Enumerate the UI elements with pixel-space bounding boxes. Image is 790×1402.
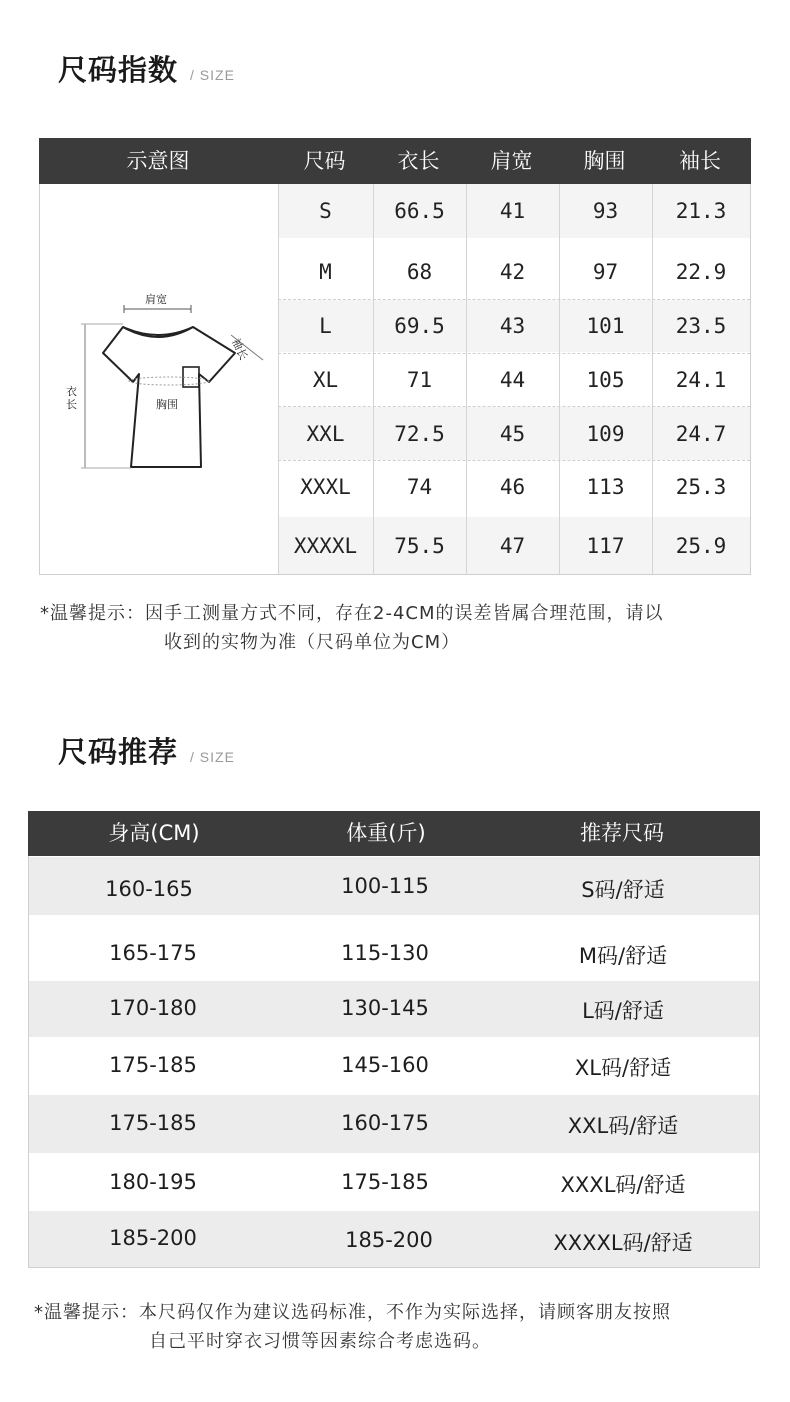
diagram-label-sleeve: 袖长	[229, 336, 251, 362]
header-recommend: 推荐尺码	[580, 821, 664, 845]
grid-line	[652, 184, 653, 574]
recommend-cell: XL码/舒适	[574, 1056, 672, 1080]
header-size: 尺码	[303, 149, 346, 173]
table-row	[29, 857, 759, 915]
length-cell: 66.5	[394, 199, 445, 223]
grid-line	[373, 184, 374, 574]
sleeve-cell: 24.7	[675, 421, 727, 446]
diagram-label-shoulder: 肩宽	[145, 293, 167, 306]
grid-line	[278, 406, 750, 407]
recommend-note	[34, 1298, 671, 1356]
size-title: 尺码指数	[58, 53, 179, 87]
recommend-cell: M码/舒适	[578, 944, 668, 968]
table-row	[29, 915, 759, 981]
size-subtitle: / SIZE	[190, 67, 235, 83]
table-row	[29, 1211, 759, 1267]
size-note-line2: 收到的实物为准（尺码单位为CM）	[164, 632, 461, 653]
sleeve-cell: 21.3	[675, 199, 727, 223]
sleeve-cell: 22.9	[675, 260, 727, 284]
size-note-line1: *温馨提示：因手工测量方式不同，存在2-4CM的误差皆属合理范围，请以	[40, 603, 664, 624]
size-note	[40, 599, 664, 657]
weight-cell: 130-145	[341, 996, 429, 1020]
length-cell: 74	[406, 475, 433, 499]
diagram-label-length: 衣长	[66, 385, 77, 411]
length-cell: 69.5	[394, 314, 445, 338]
grid-line	[278, 460, 750, 461]
recommend-table-header	[28, 811, 760, 856]
size-row-l	[278, 300, 750, 352]
shoulder-cell: 44	[499, 368, 526, 392]
weight-cell: 185-200	[345, 1228, 433, 1252]
sleeve-cell: 23.5	[675, 314, 727, 338]
recommend-title: 尺码推荐	[58, 735, 179, 769]
size-cell: XXXL	[300, 475, 351, 499]
sleeve-cell: 24.1	[675, 368, 727, 392]
length-cell: 68	[406, 260, 433, 284]
sleeve-cell: 25.3	[675, 475, 727, 499]
chest-cell: 113	[586, 475, 625, 499]
shoulder-cell: 47	[499, 533, 526, 558]
size-cell: XL	[312, 368, 339, 392]
tshirt-outline-icon	[41, 185, 278, 574]
size-row-xl	[278, 354, 750, 406]
weight-cell: 100-115	[341, 874, 429, 898]
grid-line	[278, 353, 750, 354]
recommend-cell: XXL码/舒适	[567, 1114, 679, 1138]
chest-cell: 117	[586, 533, 625, 558]
chest-cell: 97	[592, 260, 619, 284]
length-cell: 75.5	[394, 533, 445, 558]
grid-line	[278, 184, 279, 574]
height-cell: 175-185	[109, 1111, 197, 1135]
weight-cell: 160-175	[341, 1111, 429, 1135]
size-cell: M	[319, 260, 332, 284]
shoulder-cell: 41	[499, 199, 526, 223]
recommend-cell: XXXXL码/舒适	[553, 1231, 693, 1255]
height-cell: 170-180	[109, 996, 197, 1020]
header-shoulder: 肩宽	[490, 149, 533, 173]
recommend-cell: S码/舒适	[581, 878, 665, 902]
size-table	[39, 138, 751, 575]
size-cell: L	[319, 314, 332, 338]
length-cell: 71	[406, 368, 433, 392]
recommend-subtitle: / SIZE	[190, 749, 235, 765]
size-cell: S	[319, 199, 332, 223]
height-cell: 185-200	[109, 1226, 197, 1250]
grid-line	[559, 184, 560, 574]
grid-line	[466, 184, 467, 574]
size-section-title	[58, 48, 235, 89]
recommend-note-line2: 自己平时穿衣习惯等因素综合考虑选码。	[149, 1331, 491, 1352]
shoulder-cell: 42	[499, 260, 526, 284]
header-chest: 胸围	[583, 149, 626, 173]
chest-cell: 93	[592, 199, 619, 223]
size-cell: XXXXL	[293, 533, 358, 558]
sleeve-cell: 25.9	[675, 533, 727, 558]
recommend-note-line1: *温馨提示：本尺码仅作为建议选码标准，不作为实际选择，请顾客朋友按照	[34, 1302, 671, 1323]
diagram-label-chest: 胸围	[156, 398, 178, 411]
recommend-cell: L码/舒适	[582, 999, 664, 1023]
table-row	[29, 1153, 759, 1211]
header-height: 身高(CM)	[108, 821, 200, 845]
size-row-xxl	[278, 407, 750, 460]
height-cell: 160-165	[105, 877, 193, 901]
chest-cell: 105	[586, 368, 625, 392]
height-cell: 175-185	[109, 1053, 197, 1077]
tshirt-diagram	[41, 185, 278, 574]
recommend-table	[28, 811, 760, 1268]
table-row	[29, 1037, 759, 1095]
chest-cell: 109	[586, 421, 625, 446]
header-sleeve: 袖长	[679, 149, 721, 173]
header-diagram: 示意图	[126, 149, 190, 173]
size-row-s	[278, 184, 750, 238]
weight-cell: 115-130	[341, 941, 429, 965]
size-cell: XXL	[306, 421, 345, 446]
table-row	[29, 1095, 759, 1153]
weight-cell: 175-185	[341, 1170, 429, 1194]
header-weight: 体重(斤)	[346, 821, 426, 845]
height-cell: 180-195	[109, 1170, 197, 1194]
chest-cell: 101	[586, 314, 625, 338]
size-row-xxxl	[278, 461, 750, 513]
shoulder-cell: 45	[499, 421, 526, 446]
table-row	[29, 981, 759, 1037]
size-row-xxxxl	[278, 517, 750, 574]
size-row-m	[278, 246, 750, 298]
header-length: 衣长	[397, 149, 440, 173]
weight-cell: 145-160	[341, 1053, 429, 1077]
size-table-header	[39, 138, 751, 184]
grid-line	[278, 299, 750, 300]
shoulder-cell: 43	[499, 314, 526, 338]
length-cell: 72.5	[394, 421, 445, 446]
height-cell: 165-175	[109, 941, 197, 965]
recommend-section-title	[58, 730, 235, 771]
shoulder-cell: 46	[499, 475, 526, 499]
recommend-cell: XXXL码/舒适	[560, 1173, 686, 1197]
